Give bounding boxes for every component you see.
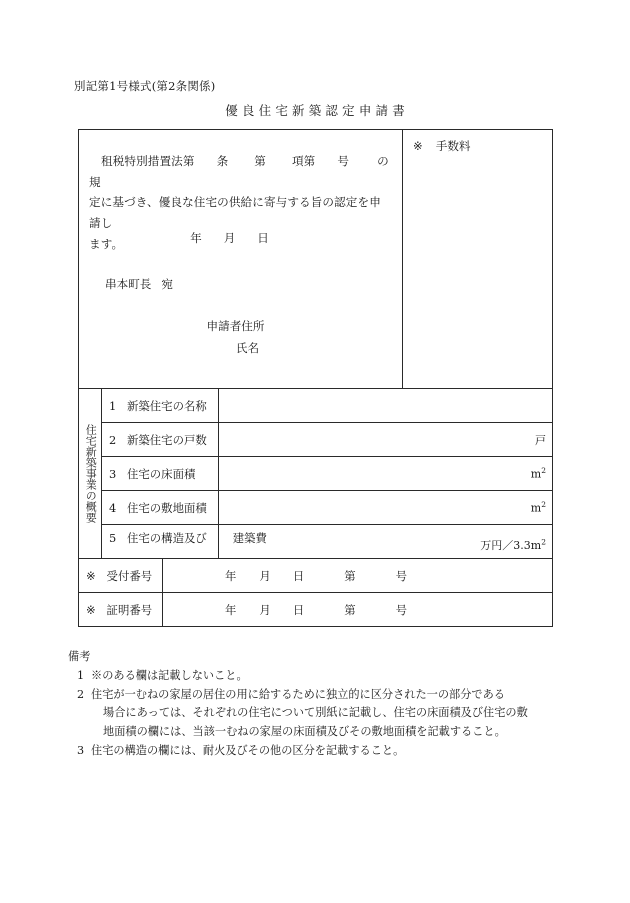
outline-value-5[interactable] bbox=[219, 525, 552, 558]
row-label-1: 新築住宅の名称 bbox=[127, 398, 207, 413]
row-number-4: 4 bbox=[109, 500, 117, 515]
note-text-2-line3: 地面積の欄には、当該一むねの家屋の床面積及びその敷地面積を記載すること。 bbox=[103, 724, 506, 738]
outline-label-2 bbox=[102, 423, 219, 456]
table-row bbox=[102, 423, 552, 457]
receipt-number-value[interactable] bbox=[163, 559, 552, 592]
unit-ko: 戸 bbox=[535, 433, 546, 447]
outline-label-4 bbox=[102, 491, 219, 524]
certificate-month: 月 bbox=[259, 602, 271, 617]
receipt-number-label bbox=[79, 559, 163, 592]
certificate-number-label bbox=[79, 593, 163, 626]
outline-table bbox=[79, 388, 552, 558]
note-text-2 bbox=[91, 686, 568, 740]
receipt-month: 月 bbox=[259, 568, 271, 583]
receipt-go: 号 bbox=[395, 568, 408, 583]
application-form-frame bbox=[78, 129, 553, 627]
table-row bbox=[102, 389, 552, 423]
certificate-label-text: 証明番号 bbox=[106, 602, 153, 617]
unit-yen-per-area: 万円$/3.3m^2$ bbox=[480, 537, 546, 552]
row-label-2: 新築住宅の戸数 bbox=[127, 432, 207, 447]
declaration-cell bbox=[79, 130, 403, 388]
note-item bbox=[68, 742, 568, 760]
unit-square-meter-4: $m^2$ bbox=[530, 499, 546, 514]
notes-section bbox=[68, 648, 568, 760]
table-row bbox=[102, 491, 552, 525]
certificate-year: 年 bbox=[225, 602, 237, 617]
applicant-name-label: 氏名 bbox=[235, 341, 260, 355]
addressee-suffix: 宛 bbox=[161, 277, 173, 291]
unit-dai: 第 bbox=[254, 154, 266, 168]
note-item bbox=[68, 667, 568, 685]
row-label-4: 住宅の敷地面積 bbox=[127, 500, 207, 515]
certificate-number-row bbox=[79, 592, 552, 626]
date-year-label: 年 bbox=[190, 231, 202, 245]
receipt-number-row bbox=[79, 558, 552, 592]
certificate-number-value[interactable] bbox=[163, 593, 552, 626]
row-label-3: 住宅の床面積 bbox=[127, 466, 196, 481]
note-number-2: 2 bbox=[76, 688, 85, 702]
receipt-year: 年 bbox=[225, 568, 237, 583]
note-number-3: 3 bbox=[76, 743, 85, 757]
receipt-label-text: 受付番号 bbox=[106, 568, 153, 583]
outline-value-4[interactable] bbox=[219, 491, 552, 524]
outline-rows bbox=[102, 389, 552, 558]
declaration-row bbox=[79, 130, 552, 388]
law-suffix: の規 bbox=[89, 154, 389, 189]
applicant-address-label: 申請者住所 bbox=[206, 319, 265, 333]
row-number-5: 5 bbox=[109, 531, 117, 545]
certificate-dai: 第 bbox=[344, 602, 356, 617]
unit-go: 号 bbox=[337, 154, 350, 168]
outline-label-3 bbox=[102, 457, 219, 490]
row-number-1: 1 bbox=[109, 398, 117, 413]
note-item bbox=[68, 686, 568, 740]
unit-jo: 条 bbox=[216, 154, 229, 168]
outline-value-3[interactable] bbox=[219, 457, 552, 490]
certificate-day: 日 bbox=[292, 602, 305, 617]
note-text-1: ※のある欄は記載しないこと。 bbox=[91, 669, 248, 683]
certificate-go: 号 bbox=[395, 602, 408, 617]
table-row bbox=[102, 525, 552, 558]
note-number-1: 1 bbox=[76, 669, 85, 683]
fee-label: 手数料 bbox=[435, 139, 471, 153]
fee-mark-icon: ※ bbox=[413, 139, 423, 153]
declaration-line2: 定に基づき、優良な住宅の供給に寄与する旨の認定を申請し bbox=[89, 195, 381, 230]
note-text-3: 住宅の構造の欄には、耐火及びその他の区分を記載すること。 bbox=[91, 743, 405, 757]
notes-title: 備考 bbox=[68, 650, 91, 663]
addressee-name: 串本町長 bbox=[105, 277, 152, 291]
unit-square-meter-3: $m^2$ bbox=[530, 465, 546, 480]
date-month-label: 月 bbox=[223, 231, 236, 245]
certificate-mark-icon: ※ bbox=[86, 602, 96, 617]
addressee bbox=[105, 276, 173, 292]
law-prefix: 租税特別措置法第 bbox=[101, 154, 195, 168]
row-number-2: 2 bbox=[109, 432, 117, 447]
row-number-3: 3 bbox=[109, 466, 117, 481]
page-title: 優良住宅新築認定申請書 bbox=[225, 103, 409, 118]
table-row bbox=[102, 457, 552, 491]
outline-label-5 bbox=[102, 525, 267, 558]
applicant-block bbox=[79, 318, 402, 356]
receipt-dai: 第 bbox=[344, 568, 356, 583]
fee-cell bbox=[403, 130, 552, 388]
date-day-label: 日 bbox=[257, 231, 269, 245]
outline-vertical-label: 住宅新築事業の概要 bbox=[79, 389, 102, 558]
receipt-day: 日 bbox=[292, 568, 305, 583]
unit-ko-dai: 項第 bbox=[291, 154, 316, 168]
row-label-5-line2: 建築費 bbox=[232, 531, 267, 545]
declaration-line3: ます。 bbox=[89, 236, 124, 251]
outline-label-1 bbox=[102, 389, 219, 422]
note-text-2-line2: 場合にあっては、それぞれの住宅について別紙に記載し、住宅の床面積及び住宅の敷 bbox=[103, 706, 528, 720]
row-label-5-line1: 住宅の構造及び bbox=[127, 531, 207, 545]
note-text-2-line1: 住宅が一むねの家屋の居住の用に給するために独立的に区分された一の部分である bbox=[91, 688, 505, 702]
outline-value-1[interactable] bbox=[219, 389, 552, 422]
outline-value-2[interactable] bbox=[219, 423, 552, 456]
form-code: 別記第1号様式(第2条関係) bbox=[74, 79, 216, 93]
application-date-line bbox=[79, 230, 402, 246]
receipt-mark-icon: ※ bbox=[86, 568, 96, 583]
